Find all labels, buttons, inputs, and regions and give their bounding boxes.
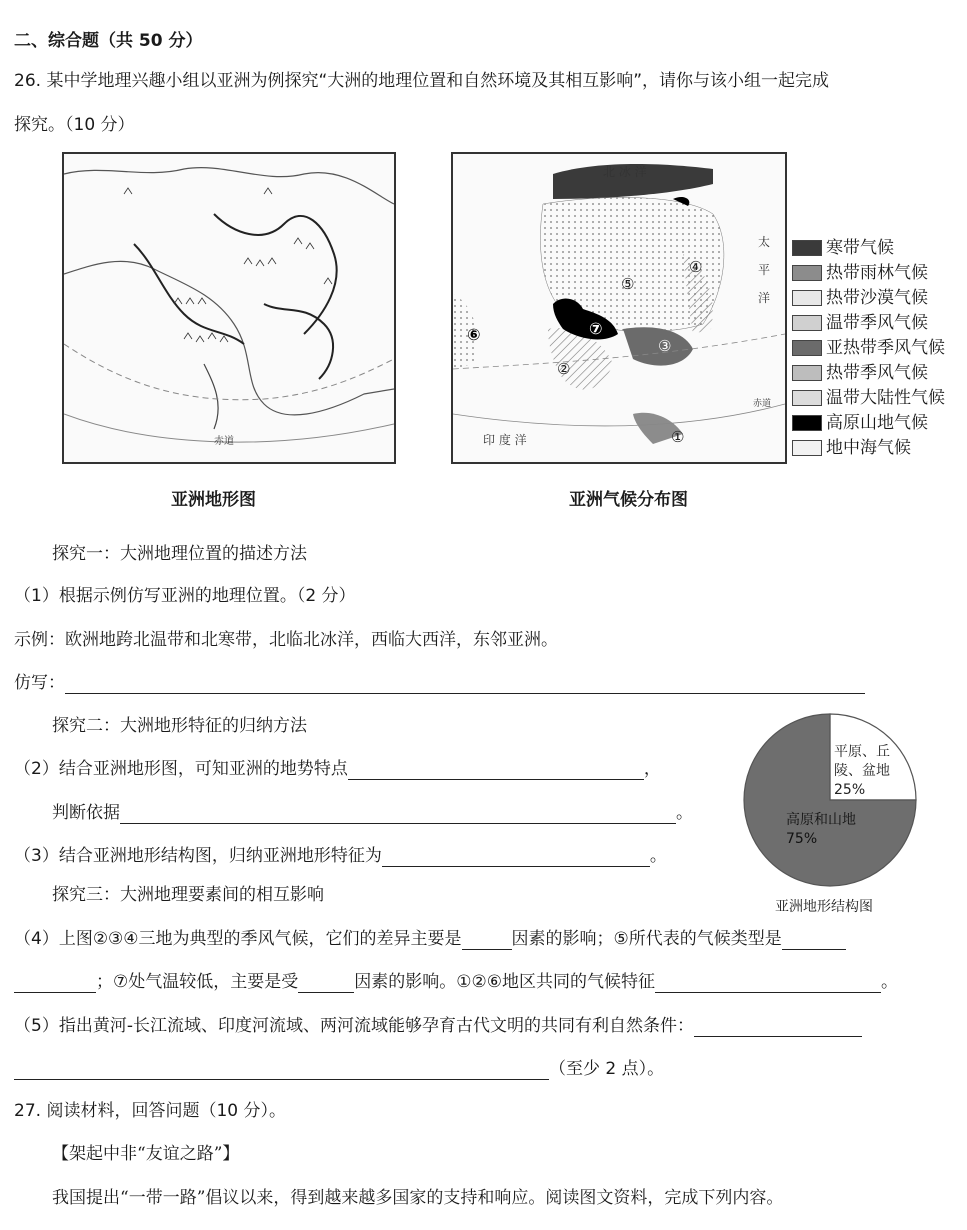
answer-blank-q3[interactable] bbox=[382, 848, 650, 867]
q1-text: （1）根据示例仿写亚洲的地理位置。（2 分） bbox=[14, 586, 356, 606]
q26-stem-line1: 26. 某中学地理兴趣小组以亚洲为例探究“大洲的地理位置和自然环境及其相互影响”，请你与该小组一起完成 bbox=[14, 71, 830, 91]
map2-caption: 亚洲气候分布图 bbox=[569, 490, 688, 510]
inquiry3-title: 探究三：大洲地理要素间的相互影响 bbox=[52, 885, 324, 905]
legend-swatch bbox=[792, 240, 822, 256]
q27-material-text: 我国提出“一带一路”倡议以来，得到越来越多国家的支持和响应。阅读图文资料，完成下列内容。 bbox=[52, 1188, 784, 1208]
pie-label-plateau: 高原和山地 bbox=[786, 812, 856, 828]
q2-part1: （2）结合亚洲地形图，可知亚洲的地势特点 bbox=[14, 759, 348, 779]
legend-item bbox=[792, 437, 911, 459]
legend-item bbox=[792, 287, 928, 309]
answer-blank-q4c[interactable] bbox=[298, 974, 354, 993]
pacific-label-2: 平 bbox=[758, 263, 771, 277]
legend-label: 温带大陆性气候 bbox=[826, 388, 945, 408]
marker-3: ③ bbox=[658, 337, 672, 355]
q2-row1 bbox=[14, 758, 661, 780]
answer-blank-q4b-cont[interactable] bbox=[14, 974, 96, 993]
map1-caption: 亚洲地形图 bbox=[171, 490, 256, 510]
arctic-ocean-label: 北 冰 洋 bbox=[603, 165, 647, 179]
q4-part-b: 因素的影响；⑤所代表的气候类型是 bbox=[511, 929, 782, 949]
legend-item bbox=[792, 312, 928, 334]
legend-label: 温带季风气候 bbox=[826, 313, 928, 333]
q2-comma: ， bbox=[643, 759, 661, 779]
legend-swatch bbox=[792, 440, 822, 456]
legend-item bbox=[792, 362, 928, 384]
q5-row1 bbox=[14, 1015, 862, 1037]
answer-blank-q2a[interactable] bbox=[348, 761, 644, 780]
example-text: 示例：欧洲地跨北温带和北寒带，北临北冰洋，西临大西洋，东邻亚洲。 bbox=[14, 630, 558, 650]
imitate-row bbox=[14, 672, 865, 694]
q2-period: 。 bbox=[676, 803, 693, 823]
answer-blank-q4d[interactable] bbox=[655, 974, 881, 993]
q3-period: 。 bbox=[649, 846, 667, 866]
answer-blank-q4b[interactable] bbox=[782, 931, 846, 950]
q2-part2: 判断依据 bbox=[52, 803, 120, 823]
terrain-pie-chart bbox=[738, 712, 922, 915]
q4-part-d: 因素的影响。①②⑥地区共同的气候特征 bbox=[354, 972, 655, 992]
legend-label: 热带沙漠气候 bbox=[826, 288, 928, 308]
legend-label: 寒带气候 bbox=[826, 238, 894, 258]
q27-material-title: 【架起中非“友谊之路”】 bbox=[52, 1144, 240, 1164]
marker-7: ⑦ bbox=[589, 319, 603, 338]
q27-stem: 27. 阅读材料，回答问题（10 分）。 bbox=[14, 1101, 286, 1121]
climate-map-drawing bbox=[453, 154, 785, 462]
legend-swatch bbox=[792, 315, 822, 331]
q4-part-e: 。 bbox=[880, 972, 898, 992]
inquiry2-title: 探究二：大洲地形特征的归纳方法 bbox=[52, 716, 307, 736]
q4-part-c: ；⑦处气温较低，主要是受 bbox=[96, 972, 299, 992]
pacific-label-1: 太 bbox=[758, 235, 771, 249]
answer-blank-q2b[interactable] bbox=[120, 805, 676, 824]
legend-swatch bbox=[792, 365, 822, 381]
legend-item bbox=[792, 387, 945, 409]
q4-row2 bbox=[14, 971, 898, 993]
q3-row bbox=[14, 845, 667, 867]
legend-item bbox=[792, 412, 928, 434]
pie-label-plains-line1: 平原、丘 bbox=[834, 744, 890, 760]
inquiry1-title: 探究一：大洲地理位置的描述方法 bbox=[52, 544, 307, 564]
legend-label: 热带季风气候 bbox=[826, 363, 928, 383]
asia-climate-map bbox=[451, 152, 787, 464]
q5-part-b: （至少 2 点）。 bbox=[549, 1059, 665, 1079]
topography-map-drawing bbox=[64, 154, 394, 462]
q4-part-a: （4）上图②③④三地为典型的季风气候，它们的差异主要是 bbox=[14, 929, 462, 949]
indian-ocean-label: 印 度 洋 bbox=[483, 433, 527, 447]
legend-swatch bbox=[792, 390, 822, 406]
asia-topography-map bbox=[62, 152, 396, 464]
legend-swatch bbox=[792, 415, 822, 431]
equator-label-map2: 赤道 bbox=[753, 399, 772, 409]
q2-row2 bbox=[52, 802, 693, 824]
answer-blank-q5a[interactable] bbox=[694, 1018, 862, 1037]
marker-1: ① bbox=[671, 428, 685, 446]
legend-label: 地中海气候 bbox=[826, 438, 911, 458]
legend-swatch bbox=[792, 340, 822, 356]
legend-item bbox=[792, 337, 945, 359]
legend-swatch bbox=[792, 290, 822, 306]
legend-swatch bbox=[792, 265, 822, 281]
pie-label-plains-pct: 25% bbox=[834, 782, 866, 798]
pie-svg bbox=[738, 712, 922, 890]
marker-6: ⑥ bbox=[467, 325, 481, 344]
section-heading: 二、综合题（共 50 分） bbox=[14, 31, 203, 51]
q4-row1 bbox=[14, 928, 846, 950]
answer-blank-q1[interactable] bbox=[65, 675, 865, 694]
pie-label-plateau-pct: 75% bbox=[786, 831, 818, 847]
q5-part-a: （5）指出黄河-长江流域、印度河流域、两河流域能够孕育古代文明的共同有利自然条件： bbox=[14, 1016, 694, 1036]
pacific-label-3: 洋 bbox=[758, 291, 771, 305]
legend-label: 高原山地气候 bbox=[826, 413, 928, 433]
pie-caption: 亚洲地形结构图 bbox=[775, 899, 873, 915]
q26-stem-line2: 探究。（10 分） bbox=[14, 115, 135, 135]
q5-row2 bbox=[14, 1058, 664, 1080]
answer-blank-q4a[interactable] bbox=[462, 931, 512, 950]
legend-item bbox=[792, 262, 928, 284]
marker-2: ② bbox=[557, 360, 571, 378]
answer-blank-q5b[interactable] bbox=[14, 1061, 549, 1080]
q3-text: （3）结合亚洲地形结构图，归纳亚洲地形特征为 bbox=[14, 846, 382, 866]
marker-4: ④ bbox=[689, 258, 703, 276]
legend-item bbox=[792, 237, 894, 259]
legend-label: 热带雨林气候 bbox=[826, 263, 928, 283]
legend-label: 亚热带季风气候 bbox=[826, 338, 945, 358]
imitate-label: 仿写： bbox=[14, 673, 65, 693]
equator-label-map1: 赤道 bbox=[214, 436, 234, 447]
marker-5: ⑤ bbox=[621, 275, 635, 293]
pie-label-plains-line2: 陵、盆地 bbox=[834, 763, 890, 779]
